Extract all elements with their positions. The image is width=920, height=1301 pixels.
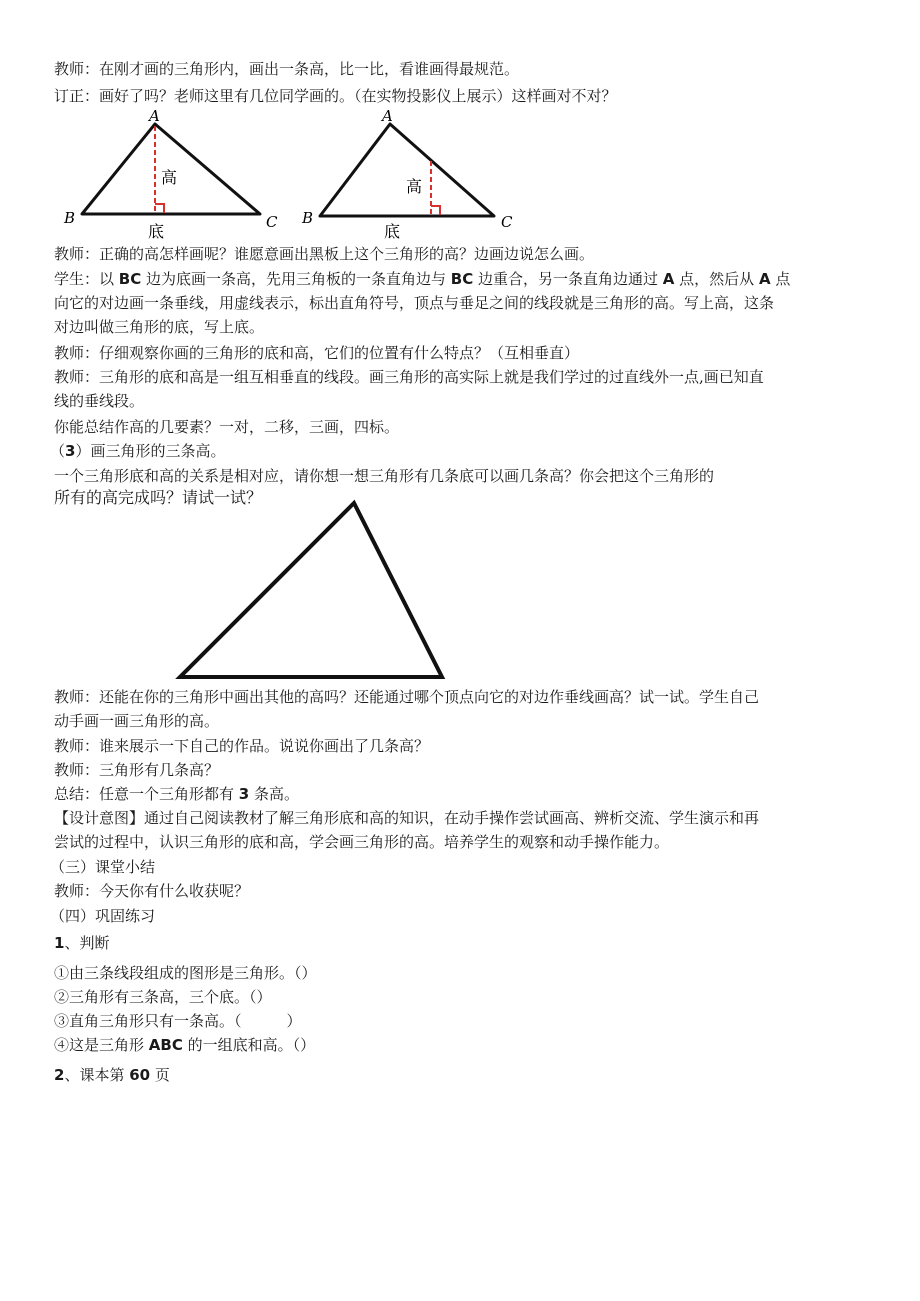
- vertex-b-label: B: [64, 209, 76, 227]
- paragraph-what-learned: 教师：今天你有什么收获呢？: [54, 882, 250, 900]
- vertex-c-label: C: [266, 213, 278, 231]
- paragraph-correction: 订正：画好了吗？老师这里有几位同学画的。（在实物投影仪上展示）这样画对不对？: [54, 87, 617, 105]
- paragraph-teacher-draw-height: 教师：在刚才画的三角形内，画出一条高，比一比，看谁画得最规范。: [54, 60, 520, 78]
- paragraph-try-it: 所有的高完成吗？请试一试？: [54, 488, 263, 507]
- paragraph-design-intent-end: 尝试的过程中，认识三角形的底和高，学会画三角形的高。培养学生的观察和动手操作能力。: [54, 833, 670, 851]
- exercise-item-2: ②三角形有三条高，三个底。（）: [54, 988, 272, 1006]
- exercise-item-4: ④这是三角形 ABC 的一组底和高。（）: [54, 1036, 316, 1054]
- paragraph-how-many-heights: 教师：三角形有几条高？: [54, 761, 220, 779]
- section-heading-class-summary: （三）课堂小结: [50, 858, 156, 876]
- exercise-item-1: ①由三条线段组成的图形是三角形。（）: [54, 964, 317, 982]
- vertex-a-label: A: [149, 107, 160, 125]
- exercise-item-3: ③直角三角形只有一条高。（ ）: [54, 1012, 302, 1030]
- height-label: 高: [161, 168, 178, 187]
- paragraph-observe: 教师：仔细观察你画的三角形的底和高，它们的位置有什么特点？（互相垂直）: [54, 344, 580, 362]
- triangle-figure-correct: [60, 106, 290, 242]
- paragraph-design-intent: 【设计意图】通过自己阅读教材了解三角形底和高的知识，在动手操作尝试画高、辨析交流、学生演示和再: [54, 809, 760, 827]
- triangle-figure-incorrect: [298, 106, 528, 242]
- right-angle-mark: [431, 206, 440, 215]
- right-angle-mark: [155, 204, 164, 213]
- height-label: 高: [406, 177, 423, 196]
- paragraph-bases-heights: 一个三角形底和高的关系是相对应，请你想一想三角形有几条底可以画几条高？你会把这个三角形的: [54, 467, 715, 485]
- vertex-a-label: A: [382, 107, 393, 125]
- paragraph-student-explain: 学生：以 BC 边为底画一条高，先用三角板的一条直角边与 BC 边重合，另一条直角边通过 A 点，然后从 A 点: [54, 270, 791, 288]
- paragraph-perpendicular: 教师：三角形的底和高是一组互相垂直的线段。画三角形的高实际上就是我们学过的过直线外一点,画已知直: [54, 368, 764, 386]
- paragraph-how-to-draw: 教师：正确的高怎样画呢？谁愿意画出黑板上这个三角形的高？边画边说怎么画。: [54, 245, 595, 263]
- paragraph-student-explain-end: 对边叫做三角形的底，写上底。: [54, 318, 265, 336]
- paragraph-other-heights: 教师：还能在你的三角形中画出其他的高吗？还能通过哪个顶点向它的对边作垂线画高？试一试。学生自己: [54, 688, 760, 706]
- paragraph-show-work: 教师：谁来展示一下自己的作品。说说你画出了几条高？: [54, 737, 430, 755]
- paragraph-student-explain-cont: 向它的对边画一条垂线，用虚线表示，标出直角符号，顶点与垂足之间的线段就是三角形的高。写上高，这条: [54, 294, 775, 312]
- triangle-shape: [180, 503, 442, 677]
- paragraph-conclusion: 总结：任意一个三角形都有 3 条高。: [54, 785, 299, 803]
- exercise-heading-judge: 1、判断: [54, 934, 110, 952]
- vertex-c-label: C: [501, 213, 513, 231]
- vertex-b-label: B: [302, 209, 314, 227]
- exercise-heading-textbook: 2、课本第 60 页: [54, 1066, 170, 1084]
- section-heading-three-heights: （3）画三角形的三条高。: [50, 442, 226, 460]
- paragraph-other-heights-end: 动手画一画三角形的高。: [54, 712, 220, 730]
- paragraph-perpendicular-end: 线的垂线段。: [54, 392, 145, 410]
- base-label: 底: [148, 222, 165, 241]
- base-label: 底: [384, 222, 401, 241]
- paragraph-summary-steps: 你能总结作高的几要素？一对，二移，三画，四标。: [54, 418, 400, 436]
- section-heading-practice: （四）巩固练习: [50, 907, 156, 925]
- triangle-shape: [320, 124, 494, 216]
- large-triangle-figure: [170, 495, 460, 687]
